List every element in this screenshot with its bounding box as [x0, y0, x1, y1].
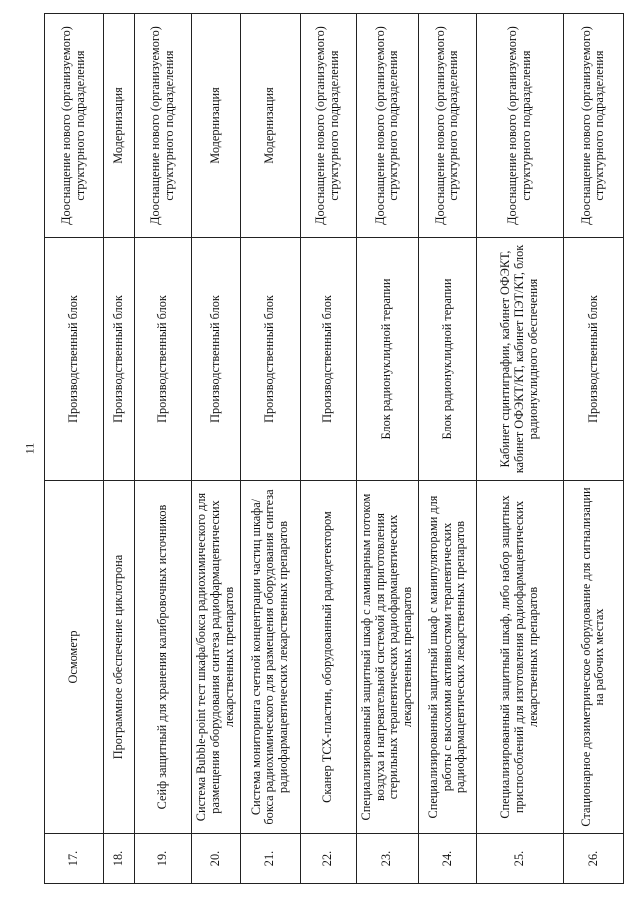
- action-type: Дооснащение нового (организуемого) структурного подразделения: [563, 14, 623, 238]
- row-number: 26.: [563, 834, 623, 884]
- table-row: [104, 14, 135, 884]
- department-block: Производственный блок: [240, 238, 300, 481]
- table-row: [476, 14, 563, 884]
- action-type: Дооснащение нового (организуемого) структурного подразделения: [418, 14, 476, 238]
- table-row: [418, 14, 476, 884]
- equipment-name: Стационарное дозиметрическое оборудование для сигнализации на рабочих местах: [563, 481, 623, 834]
- department-block: Кабинет сцинтиграфии, кабинет ОФЭКТ, кабинет ОФЭКТ/КТ, кабинет ПЭТ/КТ, блок радионуклидного обеспечения: [476, 238, 563, 481]
- action-type: Дооснащение нового (организуемого) структурного подразделения: [476, 14, 563, 238]
- row-number: 18.: [104, 834, 135, 884]
- action-type: Модернизация: [104, 14, 135, 238]
- action-type: Модернизация: [192, 14, 241, 238]
- action-type: Модернизация: [240, 14, 300, 238]
- row-number: 20.: [192, 834, 241, 884]
- table-row: [300, 14, 356, 884]
- table-row: [192, 14, 241, 884]
- row-number: 23.: [356, 834, 418, 884]
- action-type: Дооснащение нового (организуемого) структурного подразделения: [45, 14, 104, 238]
- equipment-name: Сейф защитный для хранения калибровочных источников: [135, 481, 192, 834]
- equipment-name: Специализированный защитный шкаф с манипуляторами для работы с высокими активностями терапевтических радиофармацевтических лекарственных препаратов: [418, 481, 476, 834]
- equipment-name: Сканер ТСХ-пластин, оборудованный радиодетектором: [300, 481, 356, 834]
- department-block: Блок радионуклидной терапии: [418, 238, 476, 481]
- row-number: 22.: [300, 834, 356, 884]
- row-number: 25.: [476, 834, 563, 884]
- equipment-table-container: [44, 14, 624, 884]
- department-block: Производственный блок: [563, 238, 623, 481]
- row-number: 24.: [418, 834, 476, 884]
- table-row: [240, 14, 300, 884]
- department-block: Производственный блок: [192, 238, 241, 481]
- table-row: [563, 14, 623, 884]
- row-number: 17.: [45, 834, 104, 884]
- table-row: [135, 14, 192, 884]
- equipment-name: Специализированный защитный шкаф с ламинарным потоком воздуха и нагревательной системой для приготовления стерильных терапевтических радиофармацевтических лекарственных препаратов: [356, 481, 418, 834]
- department-block: Производственный блок: [45, 238, 104, 481]
- table-row: [356, 14, 418, 884]
- row-number: 19.: [135, 834, 192, 884]
- row-number: 21.: [240, 834, 300, 884]
- equipment-name: Осмометр: [45, 481, 104, 834]
- action-type: Дооснащение нового (организуемого) структурного подразделения: [135, 14, 192, 238]
- table-row: [45, 14, 104, 884]
- equipment-name: Система мониторинга счетной концентрации частиц шкафа/бокса радиохимического для размещения оборудования синтеза радиофармацевтических лекарственных препаратов: [240, 481, 300, 834]
- department-block: Производственный блок: [300, 238, 356, 481]
- action-type: Дооснащение нового (организуемого) структурного подразделения: [300, 14, 356, 238]
- page-number: 11: [22, 442, 37, 455]
- equipment-name: Система Bubble-point тест шкафа/бокса радиохимического для размещения оборудования синтеза радиофармацевтических лекарственных препаратов: [192, 481, 241, 834]
- department-block: Производственный блок: [135, 238, 192, 481]
- action-type: Дооснащение нового (организуемого) структурного подразделения: [356, 14, 418, 238]
- equipment-name: Специализированный защитный шкаф, либо набор защитных приспособлений для изготовления радиофармацевтических лекарственных препаратов: [476, 481, 563, 834]
- department-block: Производственный блок: [104, 238, 135, 481]
- equipment-name: Программное обеспечение циклотрона: [104, 481, 135, 834]
- equipment-table: [44, 13, 624, 884]
- department-block: Блок радионуклидной терапии: [356, 238, 418, 481]
